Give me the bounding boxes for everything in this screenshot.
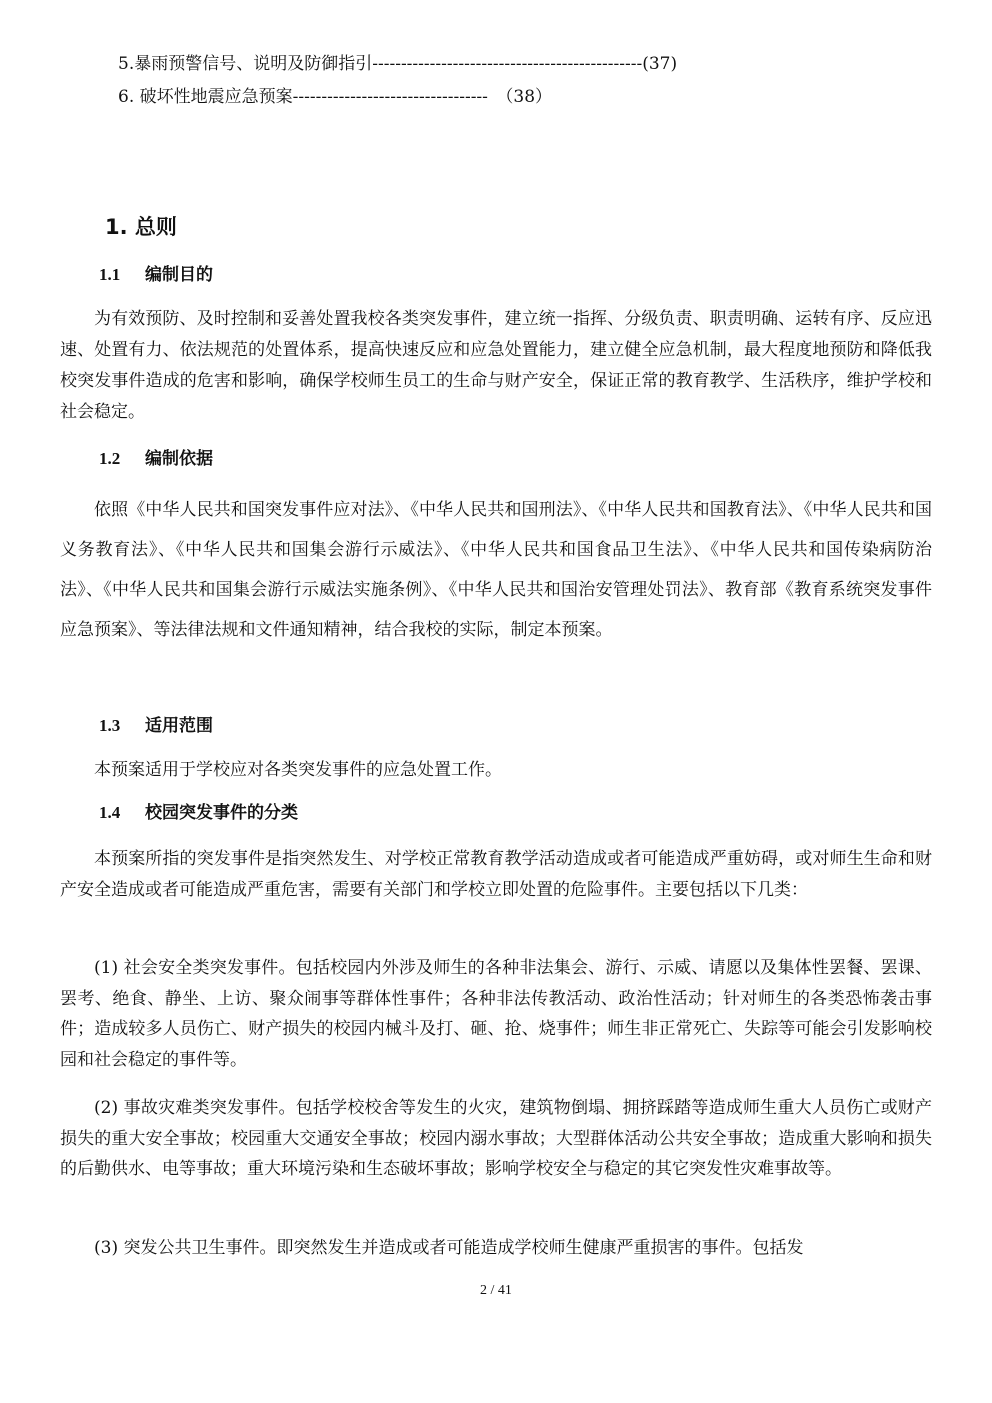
- paragraph-purpose: 为有效预防、及时控制和妥善处置我校各类突发事件，建立统一指挥、分级负责、职责明确、运转有序、反应迅速、处置有力、依法规范的处置体系，提高快速反应和应急处置能力，建立健全应急机制，最大程度地预防和降低我校突发事件造成的危害和影响，确保学校师生员工的生命与财产安全，保证正常的教育教学、生活秩序，维护学校和社会稳定。: [60, 309, 932, 422]
- heading-1-1: [99, 262, 213, 288]
- heading-1-3: [99, 713, 213, 739]
- paragraph-basis: 依照《中华人民共和国突发事件应对法》、《中华人民共和国刑法》、《中华人民共和国教育法》、《中华人民共和国义务教育法》、《中华人民共和国集会游行示威法》、《中华人民共和国食品卫生法》、《中华人民共和国传染病防治法》、《中华人民共和国集会游行示威法实施条例》、《中华人民共和国治安管理处罚法》、教育部《教育系统突发事件应急预案》、等法律法规和文件通知精神，结合我校的实际，制定本预案。: [60, 500, 932, 640]
- page-number: 2 / 41: [480, 1283, 512, 1298]
- heading-1-2: [99, 446, 213, 472]
- heading-text: 适用范围: [145, 716, 213, 736]
- heading-number: 1.4: [99, 803, 121, 822]
- heading-text: 编制目的: [145, 265, 213, 285]
- paragraph-item-3: (3) 突发公共卫生事件。即突然发生并造成或者可能造成学校师生健康严重损害的事件。包括发: [94, 1238, 804, 1258]
- paragraph-classification-intro: 本预案所指的突发事件是指突然发生、对学校正常教育教学活动造成或者可能造成严重妨碍，或对师生生命和财产安全造成或者可能造成严重危害，需要有关部门和学校立即处置的危险事件。主要包括以下几类：: [60, 849, 932, 900]
- paragraph-item-2: (2) 事故灾难类突发事件。包括学校校舍等发生的火灾，建筑物倒塌、拥挤踩踏等造成师生重大人员伤亡或财产损失的重大安全事故；校园重大交通安全事故；校园内溺水事故；大型群体活动公共安全事故；造成重大影响和损失的后勤供水、电等事故；重大环境污染和生态破坏事故；影响学校安全与稳定的其它突发性灾难事故等。: [60, 1098, 932, 1179]
- heading-text: 编制依据: [145, 449, 213, 469]
- heading-number: 1.1: [99, 265, 121, 284]
- heading-number: 1.2: [99, 449, 121, 468]
- heading-text: 校园突发事件的分类: [145, 803, 298, 823]
- paragraph-item-1: (1) 社会安全类突发事件。包括校园内外涉及师生的各种非法集会、游行、示威、请愿以及集体性罢餐、罢课、罢考、绝食、静坐、上访、聚众闹事等群体性事件；各种非法传教活动、政治性活动；针对师生的各类恐怖袭击事件；造成较多人员伤亡、财产损失的校园内械斗及打、砸、抢、烧事件；师生非正常死亡、失踪等可能会引发影响校园和社会稳定的事件等。: [60, 958, 932, 1070]
- section-title: 1. 总则: [105, 215, 177, 239]
- heading-number: 1.3: [99, 716, 121, 735]
- toc-item-6: 6. 破坏性地震应急预案---------------------------------- （38）: [118, 87, 553, 107]
- paragraph-scope: 本预案适用于学校应对各类突发事件的应急处置工作。: [94, 760, 502, 780]
- heading-1-4: [99, 800, 298, 826]
- toc-item-5: 5.暴雨预警信号、说明及防御指引-----------------------------------------------(37): [118, 54, 678, 74]
